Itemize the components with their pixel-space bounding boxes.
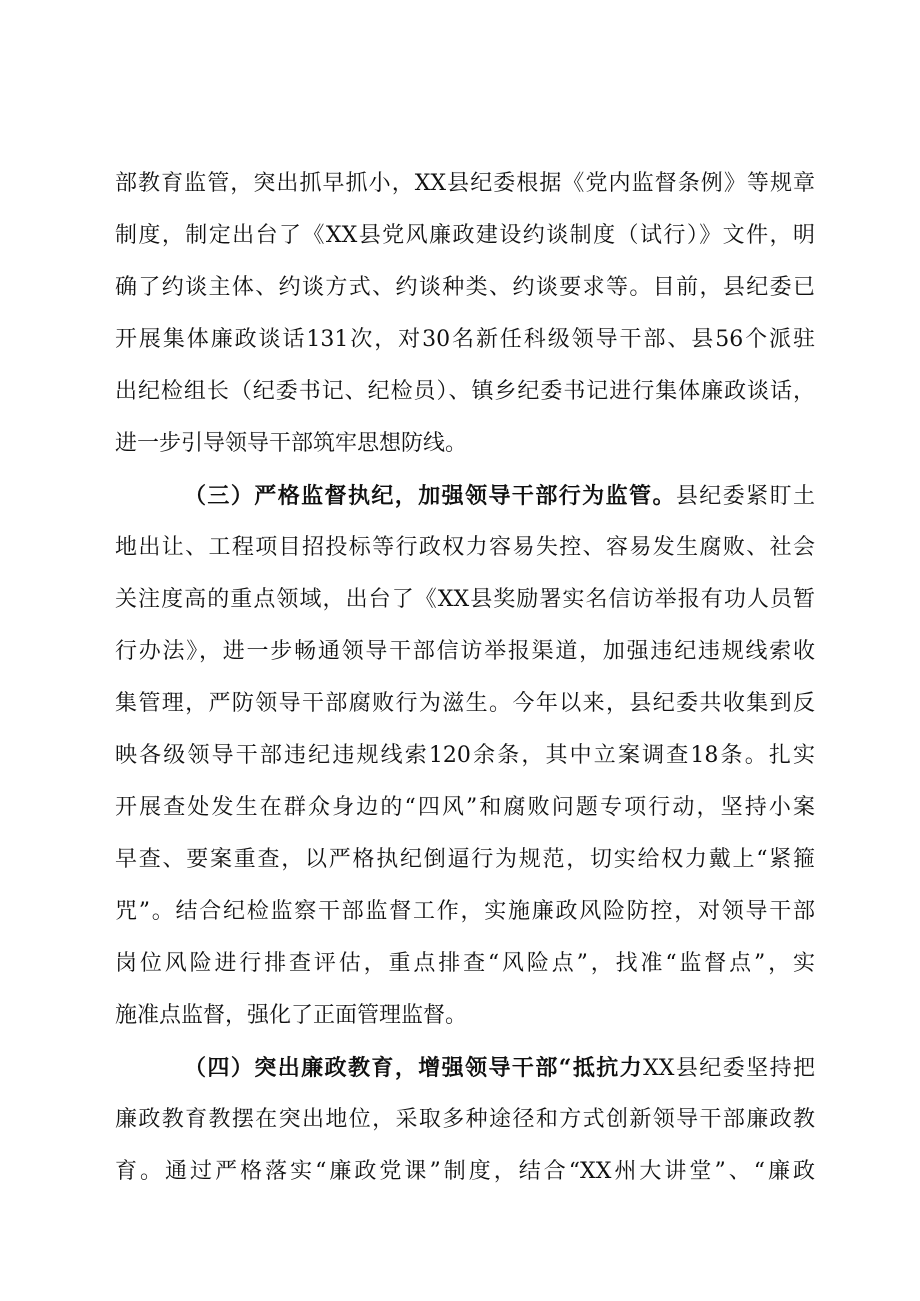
text-line: 出纪检组长（纪委书记、纪检员）、镇乡纪委书记进行集体廉政谈话，	[115, 379, 815, 404]
text-line: 廉政教育教摆在突出地位，采取多种途径和方式创新领导干部廉政教	[115, 1107, 815, 1132]
text-line: 开展查处发生在群众身边的“四风”和腐败问题专项行动，坚持小案	[115, 795, 815, 820]
text-line: 岗位风险进行排查评估，重点排查“风险点”，找准“监督点”，实	[115, 951, 815, 976]
text-line: 确了约谈主体、约谈方式、约谈种类、约谈要求等。目前，县纪委已	[115, 275, 815, 300]
text-line: 施准点监督，强化了正面管理监督。	[115, 1003, 468, 1028]
section-line	[184, 1046, 815, 1090]
section-line	[184, 474, 815, 518]
section-heading: （四）突出廉政教育，增强领导干部“抵抗力	[184, 1055, 644, 1081]
text-run: 县纪委紧盯土	[675, 484, 815, 509]
text-line: 映各级领导干部违纪违规线索120余条，其中立案调查18条。扎实	[115, 743, 815, 768]
text-line: 开展集体廉政谈话131次，对30名新任科级领导干部、县56个派驻	[115, 327, 815, 352]
text-line: 行办法》，进一步畅通领导干部信访举报渠道，加强违纪违规线索收	[115, 639, 815, 664]
text-line: 部教育监管，突出抓早抓小，XX县纪委根据《党内监督条例》等规章	[115, 171, 815, 196]
text-line: 集管理，严防领导干部腐败行为滋生。今年以来，县纪委共收集到反	[115, 691, 815, 716]
text-line: 咒”。结合纪检监察干部监督工作，实施廉政风险防控，对领导干部	[115, 899, 815, 924]
text-line: 进一步引导领导干部筑牢思想防线。	[115, 431, 468, 456]
section-heading: （三）严格监督执纪，加强领导干部行为监管。	[184, 483, 676, 509]
text-line: 早查、要案重查，以严格执纪倒逼行为规范，切实给权力戴上“紧箍	[115, 847, 815, 872]
text-line: 制度，制定出台了《XX县党风廉政建设约谈制度（试行）》文件，明	[115, 223, 815, 248]
text-line: 关注度高的重点领域，出台了《XX县奖励署实名信访举报有功人员暂	[115, 587, 815, 612]
text-line: 育。通过严格落实“廉政党课”制度，结合“XX州大讲堂”、“廉政	[115, 1159, 815, 1184]
text-line: 地出让、工程项目招投标等行政权力容易失控、容易发生腐败、社会	[115, 535, 815, 560]
text-run: XX县纪委坚持把	[643, 1056, 815, 1081]
